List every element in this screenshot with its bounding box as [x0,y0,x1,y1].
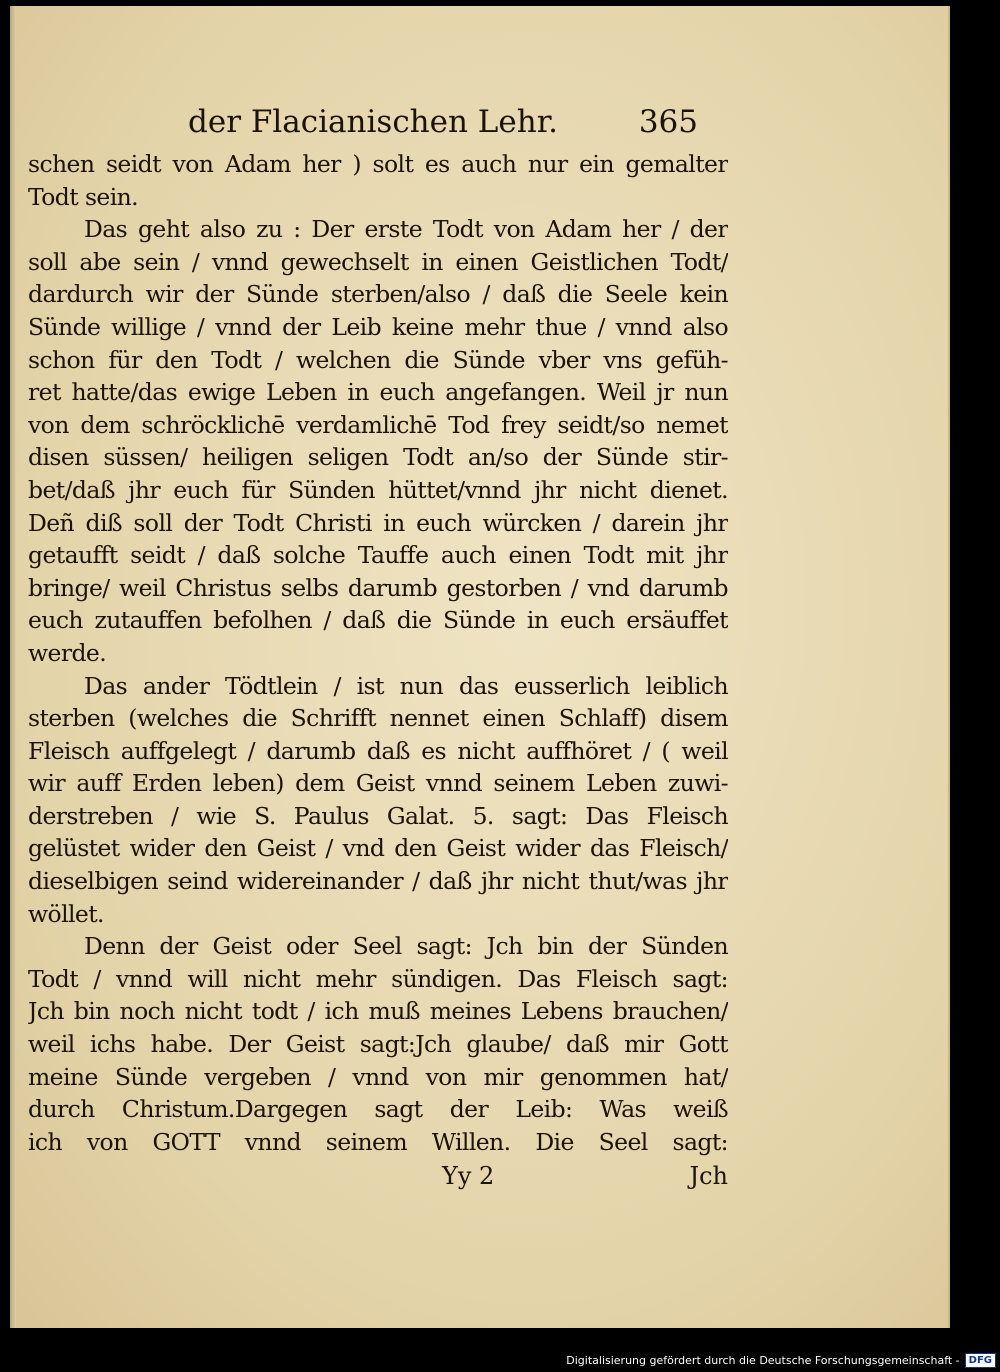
text-line: Todt sein. [28,182,139,211]
text-line: von dem schröcklichē verdamlichē Tod frey seidt/so nemet [28,410,728,439]
text-line: Deñ diß soll der Todt Christi in euch würcken / darein jhr [28,508,728,537]
text-line: dardurch wir der Sünde sterben/also / daß die Seele kein [28,280,728,309]
text-line: ich von GOTT vnnd seinem Willen. Die Seel sagt: [28,1127,728,1156]
catchword: Jch [689,1162,728,1191]
text-line: werde. [28,638,107,667]
text-line: bringe/ weil Christus selbs darumb gestorben / vnd darumb [28,573,728,602]
catchline [442,1162,728,1198]
text-line: Jch bin noch nicht todt / ich muß meines Lebens brauchen/ [28,997,728,1026]
text-line: Denn der Geist oder Seel sagt: Jch bin der Sünden [84,932,728,961]
text-line: dieselbigen seind widereinander / daß jhr nicht thut/was jhr [28,867,728,896]
page-content [28,104,728,1198]
page-gutter-edge [10,6,16,1328]
text-line: schon für den Todt / welchen die Sünde vber vns gefüh- [28,345,728,374]
text-line: schen seidt von Adam her ) solt es auch nur ein gemalter [28,150,728,178]
text-line: disen süssen/ heiligen seligen Todt an/so der Sünde stir- [28,443,728,472]
text-line: bet/daß jhr euch für Sünden hüttet/vnnd jhr nicht dienet. [28,475,728,504]
page-number: 365 [638,104,698,140]
text-line: Das ander Tödtlein / ist nun das eusserlich leiblich [84,671,728,700]
text-line: ret hatte/das ewige Leben in euch angefangen. Weil jr nun [28,378,728,407]
text-line: euch zutauffen befolhen / daß die Sünde in euch ersäuffet [28,606,728,635]
running-title: der Flacianischen Lehr. [188,104,558,140]
text-body [28,148,728,1158]
text-line: getaufft seidt / daß solche Tauffe auch einen Todt mit jhr [28,541,728,570]
text-line: Das geht also zu : Der erste Todt von Adam her / der [84,215,728,244]
text-line: meine Sünde vergeben / vnnd von mir genommen hat/ [28,1062,728,1091]
text-line: sterben (welches die Schrifft nennet einen Schlaff) disem [28,704,728,733]
text-line: wir auff Erden leben) dem Geist vnnd seinem Leben zuwi- [28,769,728,798]
footer-credit: Digitalisierung gefördert durch die Deutsche Forschungsgemeinschaft - [566,1354,960,1367]
text-line: soll abe sein / vnnd gewechselt in einen Geistlichen Todt/ [28,247,728,276]
text-line: derstreben / wie S. Paulus Galat. 5. sagt: Das Fleisch [28,801,728,830]
text-line: Fleisch auffgelegt / darumb daß es nicht auffhöret / ( weil [28,736,728,765]
text-line: wöllet. [28,899,104,928]
text-line: Todt / vnnd will nicht mehr sündigen. Das Fleisch sagt: [28,964,728,993]
text-line: weil ichs habe. Der Geist sagt:Jch glaube/ daß mir Gott [28,1030,728,1059]
running-header [188,104,698,148]
text-line: durch Christum.Dargegen sagt der Leib: Was weiß [28,1095,728,1124]
signature-mark: Yy 2 [442,1162,495,1191]
text-line: gelüstet wider den Geist / vnd den Geist wider das Fleisch/ [28,834,728,863]
dfg-logo-icon: DFG [965,1353,996,1368]
text-line: Sünde willige / vnnd der Leib keine mehr thue / vnnd also [28,312,728,341]
digitization-footer [566,1353,996,1368]
